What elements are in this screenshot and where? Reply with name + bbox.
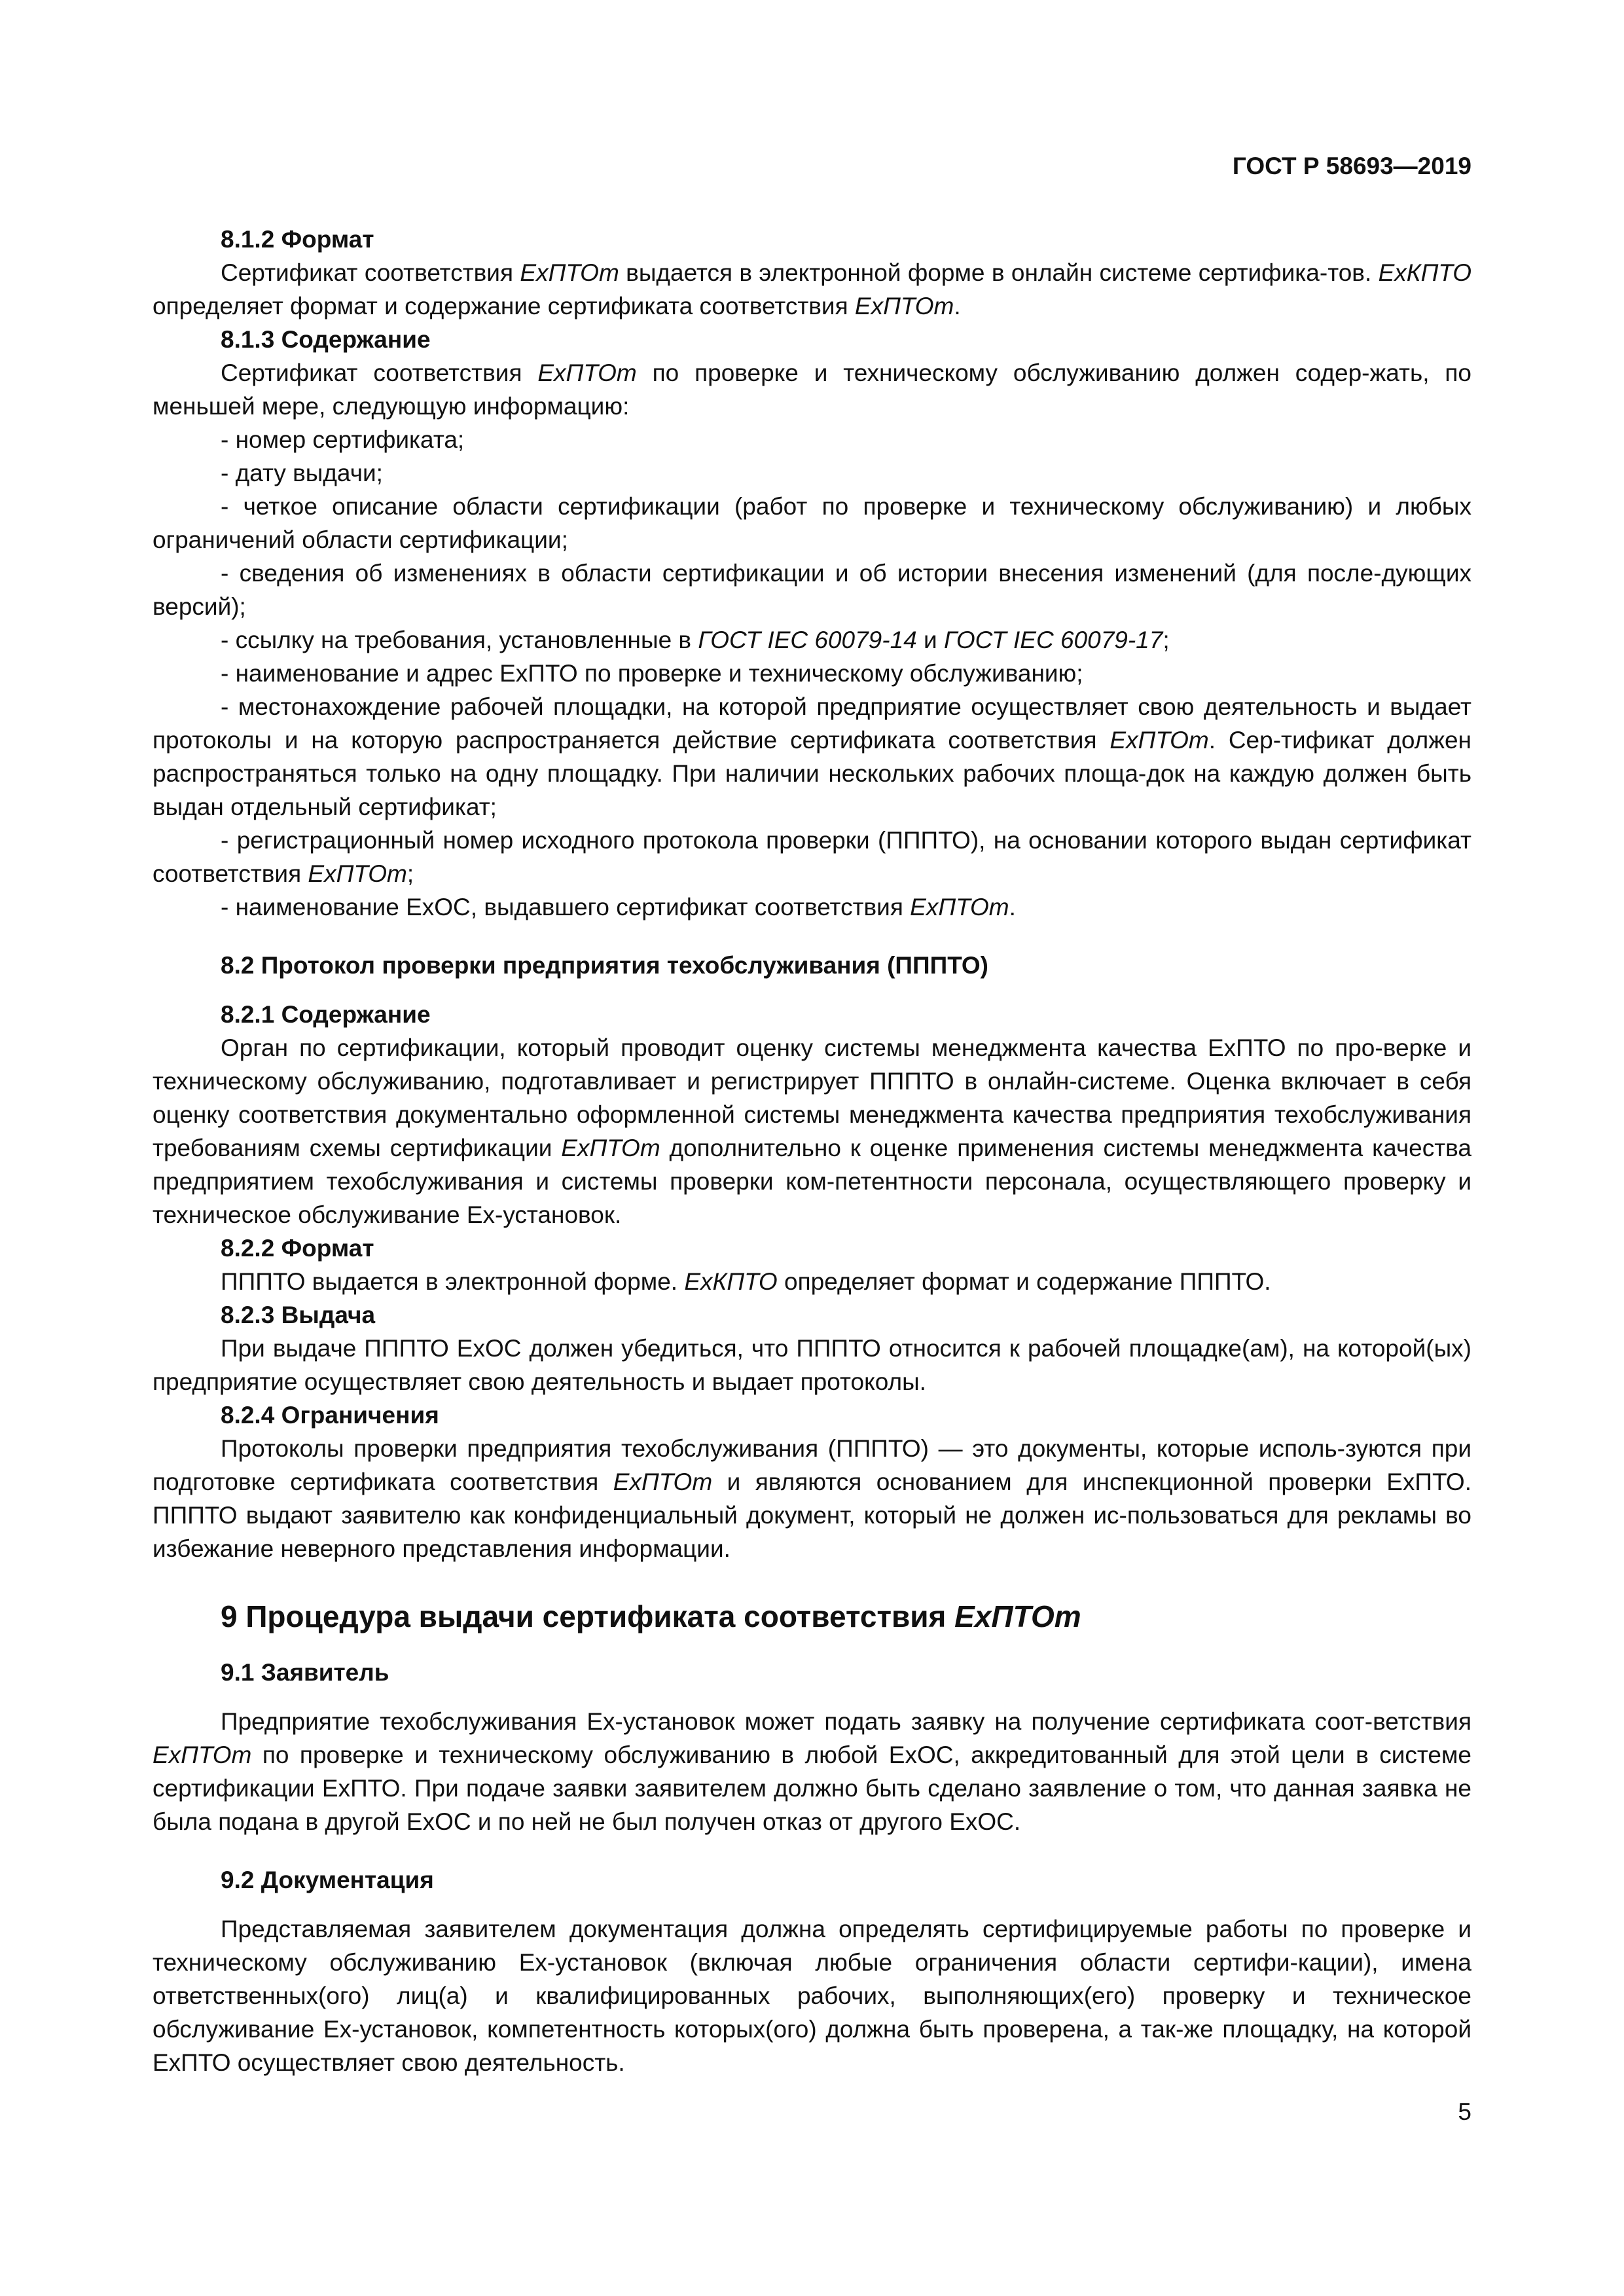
heading-8-2-4: 8.2.4 Ограничения bbox=[221, 1402, 439, 1429]
heading-8-2-2: 8.2.2 Формат bbox=[221, 1235, 374, 1262]
paragraph-8-1-3-intro: Сертификат соответствия ExПТОт по проверке и техническому обслуживанию должен содер-жать, по меньшей мере, следующую информацию: bbox=[153, 359, 1471, 420]
paragraph-8-2-4: Протоколы проверки предприятия техобслуживания (ПППТО) — это документы, которые исполь-зуются при подготовке сертификата соответствия ExПТОт и являются основанием для инспекционной проверки ExПТО. ПППТО выдают заявителю как конфиденциальный документ, который не должен ис-пользоваться для рекламы во избежание неверного представления информации. bbox=[153, 1435, 1471, 1562]
paragraph-8-2-1: Орган по сертификации, который проводит оценку системы менеджмента качества ExПТО по про-верке и техническому обслуживанию, подготавливает и регистрирует ПППТО в онлайн-системе. Оценка включает в себя оценку соответствия документально оформленной системы менеджмента качества предприятия техобслуживания требованиям схемы сертификации ExПТОт дополнительно к оценке применения системы менеджмента качества предприятием техобслуживания и системы проверки ком-петентности персонала, осуществляющего проверку и техническое обслуживание Ex-установок. bbox=[153, 1034, 1471, 1228]
paragraph-8-2-2: ПППТО выдается в электронной форме. ExКПТО определяет формат и содержание ПППТО. bbox=[221, 1268, 1271, 1295]
list-item: - дату выдачи; bbox=[221, 460, 383, 486]
list-item: - четкое описание области сертификации (работ по проверке и техническому обслуживанию) и любых ограничений области сертификации; bbox=[153, 493, 1471, 553]
paragraph-9-1: Предприятие техобслуживания Ex-установок может подать заявку на получение сертификата соот-ветствия ExПТОт по проверке и техническому обслуживанию в любой ExОС, аккредитованный для этой цели в системе сертификации ExПТО. При подаче заявки заявителем должно быть сделано заявление о том, что данная заявка не была подана в другой ExОС и по ней не был получен отказ от другого ExОС. bbox=[153, 1708, 1471, 1835]
heading-8-2: 8.2 Протокол проверки предприятия техобслуживания (ПППТО) bbox=[221, 952, 988, 979]
heading-9: 9 Процедура выдачи сертификата соответствия ExПТОт bbox=[221, 1599, 1081, 1633]
list-item: - наименование ExОС, выдавшего сертификат соответствия ExПТОт. bbox=[221, 894, 1016, 920]
page-number: 5 bbox=[1458, 2098, 1471, 2125]
list-item: - наименование и адрес ExПТО по проверке и техническому обслуживанию; bbox=[221, 660, 1083, 687]
paragraph-8-1-2: Сертификат соответствия ExПТОт выдается в электронной форме в онлайн системе сертифика-тов. ExКПТО определяет формат и содержание сертификата соответствия ExПТОт. bbox=[153, 259, 1471, 319]
heading-9-2: 9.2 Документация bbox=[221, 1867, 434, 1893]
list-item: - регистрационный номер исходного протокола проверки (ПППТО), на основании которого выдан сертификат соответствия ExПТОт; bbox=[153, 827, 1471, 887]
paragraph-8-2-3: При выдаче ПППТО ExОС должен убедиться, что ПППТО относится к рабочей площадке(ам), на которой(ых) предприятие осуществляет свою деятельность и выдает протоколы. bbox=[153, 1335, 1471, 1395]
heading-8-1-3: 8.1.3 Содержание bbox=[221, 326, 431, 353]
heading-8-1-2: 8.1.2 Формат bbox=[221, 226, 374, 253]
list-item: - номер сертификата; bbox=[221, 426, 465, 453]
list-item: - сведения об изменениях в области сертификации и об истории внесения изменений (для после-дующих версий); bbox=[153, 560, 1471, 620]
heading-9-1: 9.1 Заявитель bbox=[221, 1659, 389, 1686]
document-code: ГОСТ Р 58693—2019 bbox=[1232, 153, 1471, 179]
list-item: - местонахождение рабочей площадки, на которой предприятие осуществляет свою деятельность и выдает протоколы и на которую распространяется действие сертификата соответствия ExПТОт. Сер-тификат должен распространяться только на одну площадку. При наличии нескольких рабочих площа-док на каждую должен быть выдан отдельный сертификат; bbox=[153, 693, 1471, 820]
document-body bbox=[153, 223, 1471, 2079]
paragraph-9-2: Представляемая заявителем документация должна определять сертифицируемые работы по проверке и техническому обслуживанию Ex-установок (включая любые ограничения области сертифи-кации), имена ответственных(ого) лиц(а) и квалифицированных рабочих, выполняющих(его) проверку и техническое обслуживание Ex-установок, компетентность которых(ого) должна быть проверена, а так-же площадку, на которой ExПТО осуществляет свою деятельность. bbox=[153, 1916, 1471, 2076]
heading-8-2-1: 8.2.1 Содержание bbox=[221, 1001, 431, 1028]
list-item: - ссылку на требования, установленные в ГОСТ IEC 60079-14 и ГОСТ IEC 60079-17; bbox=[221, 627, 1170, 653]
heading-8-2-3: 8.2.3 Выдача bbox=[221, 1302, 376, 1328]
